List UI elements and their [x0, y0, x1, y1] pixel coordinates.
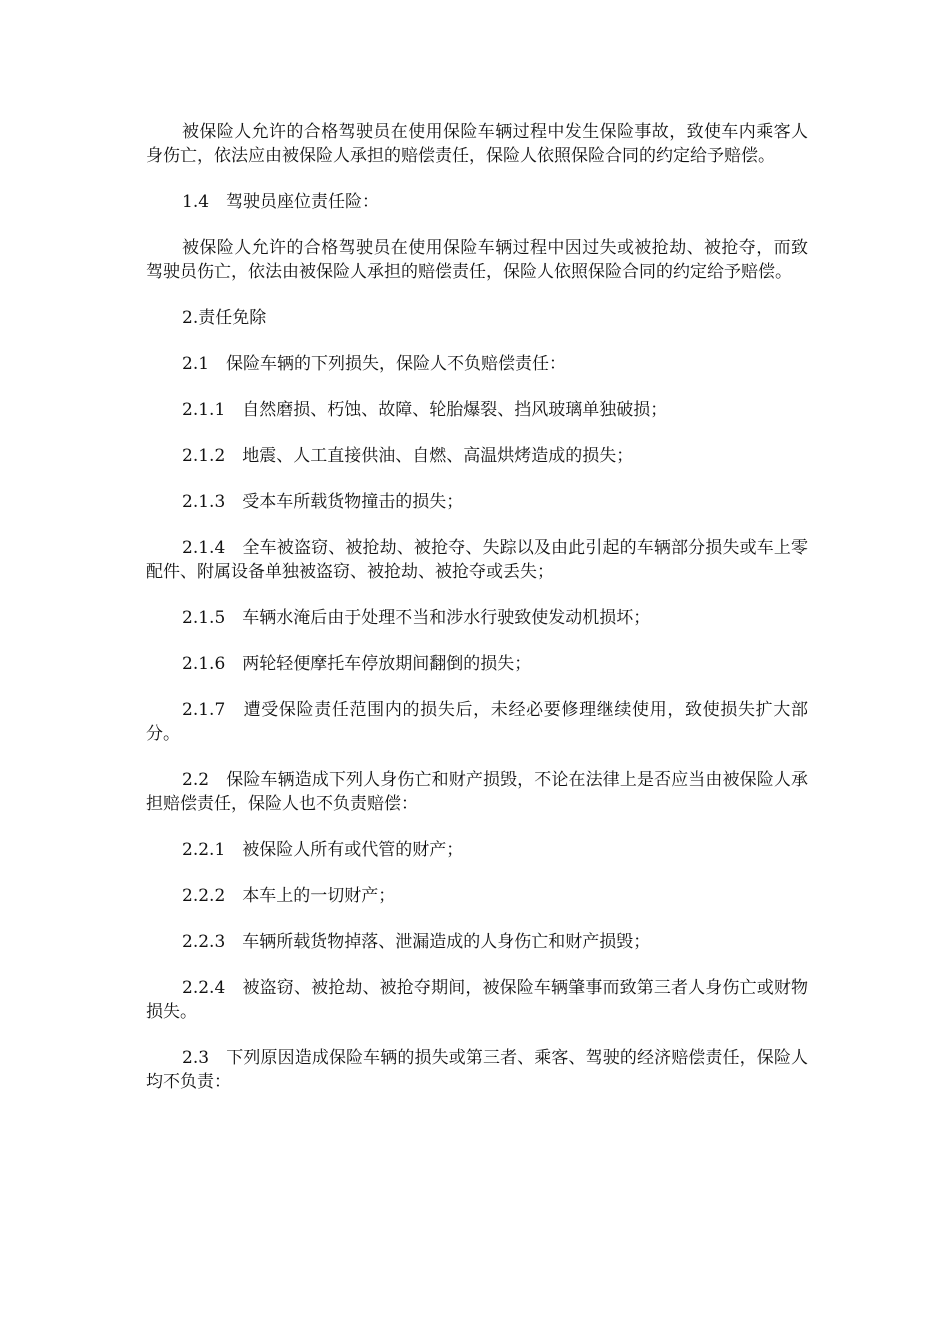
clause-2-1-5: 2.1.5 车辆水淹后由于处理不当和涉水行驶致使发动机损坏；: [182, 608, 651, 628]
clause-2-1-4: 2.1.4 全车被盗窃、被抢劫、被抢夺、失踪以及由此引起的车辆部分损失或车上零配件、附属设备单独被盗窃、被抢劫、被抢夺或丢失；: [146, 538, 808, 582]
heading-1-4-driver-seat-liability: 1.4 驾驶员座位责任险：: [182, 192, 380, 212]
paragraph-passenger-liability: 被保险人允许的合格驾驶员在使用保险车辆过程中发生保险事故，致使车内乘客人身伤亡，依法应由被保险人承担的赔偿责任，保险人依照保险合同的约定给予赔偿。: [146, 122, 808, 166]
clause-2-2-2: 2.2.2 本车上的一切财产；: [182, 886, 396, 906]
heading-2-exclusions: 2.责任免除: [182, 308, 267, 328]
clause-2-1-2: 2.1.2 地震、人工直接供油、自燃、高温烘烤造成的损失；: [182, 446, 634, 466]
paragraph-driver-seat-liability: 被保险人允许的合格驾驶员在使用保险车辆过程中因过失或被抢劫、被抢夺，而致驾驶员伤亡，依法由被保险人承担的赔偿责任，保险人依照保险合同的约定给予赔偿。: [146, 238, 808, 282]
clause-2-2-4: 2.2.4 被盗窃、被抢劫、被抢夺期间，被保险车辆肇事而致第三者人身伤亡或财物损失。: [146, 978, 808, 1022]
clause-2-1-7: 2.1.7 遭受保险责任范围内的损失后，未经必要修理继续使用，致使损失扩大部分。: [146, 700, 808, 744]
clause-2-1-6: 2.1.6 两轮轻便摩托车停放期间翻倒的损失；: [182, 654, 532, 674]
clause-2-2-3: 2.2.3 车辆所载货物掉落、泄漏造成的人身伤亡和财产损毁；: [182, 932, 651, 952]
document-body: [146, 120, 808, 1116]
clause-2-1: 2.1 保险车辆的下列损失，保险人不负赔偿责任：: [182, 354, 567, 374]
clause-2-3: 2.3 下列原因造成保险车辆的损失或第三者、乘客、驾驶的经济赔偿责任，保险人均不负责：: [146, 1048, 808, 1092]
clause-2-1-1: 2.1.1 自然磨损、朽蚀、故障、轮胎爆裂、挡风玻璃单独破损；: [182, 400, 668, 420]
clause-2-2-1: 2.2.1 被保险人所有或代管的财产；: [182, 840, 464, 860]
clause-2-2: 2.2 保险车辆造成下列人身伤亡和财产损毁，不论在法律上是否应当由被保险人承担赔偿责任，保险人也不负责赔偿：: [146, 770, 808, 814]
clause-2-1-3: 2.1.3 受本车所载货物撞击的损失；: [182, 492, 464, 512]
